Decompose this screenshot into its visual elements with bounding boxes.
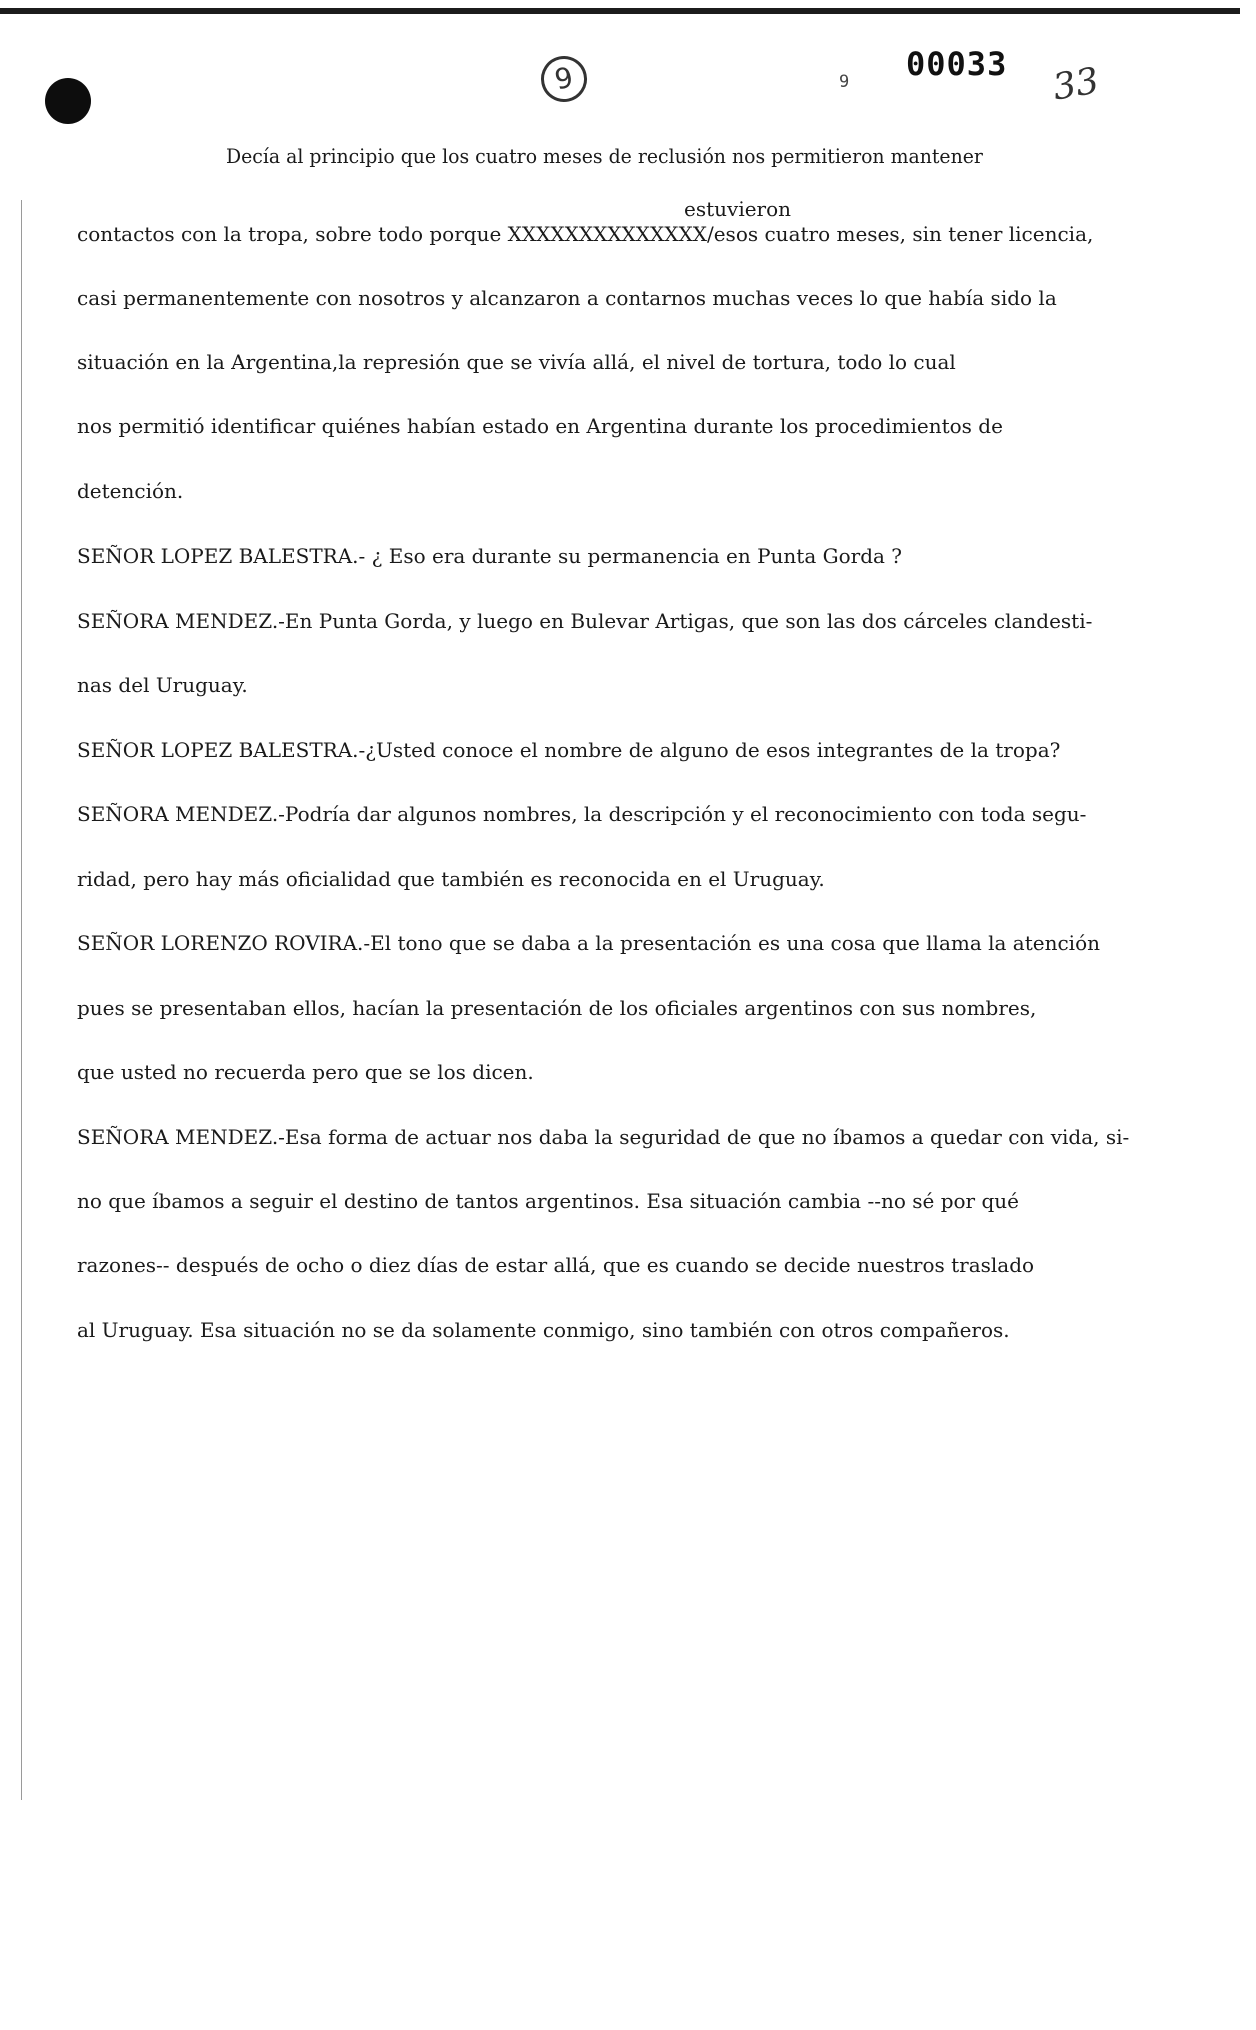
text-line: contactos con la tropa, sobre todo porque XXXXXXXXXXXXXX/esos cuatro meses, sin tener licencia, [77,222,1094,246]
left-margin-line [21,200,22,1800]
document-number: 00033 [906,45,1008,83]
text-line: nos permitió identificar quiénes habían estado en Argentina durante los procedimientos de [77,414,1003,438]
text-line: no que íbamos a seguir el destino de tantos argentinos. Esa situación cambia --no sé por qué [77,1189,1019,1213]
text-line: ridad, pero hay más oficialidad que también es reconocida en el Uruguay. [77,867,825,891]
handwritten-page-number: 33 [1049,60,1103,109]
hole-punch [45,78,91,124]
text-line: nas del Uruguay. [77,673,248,697]
speaker-line: SEÑOR LORENZO ROVIRA.-El tono que se daba a la presentación es una cosa que llama la atención [77,931,1100,955]
text-line: que usted no recuerda pero que se los dicen. [77,1060,534,1084]
speaker-line: SEÑORA MENDEZ.-Esa forma de actuar nos daba la seguridad de que no íbamos a quedar con vida, si- [77,1125,1130,1149]
handwritten-insertion: estuvieron [684,197,792,221]
text-line: razones-- después de ocho o diez días de estar allá, que es cuando se decide nuestros traslado [77,1253,1035,1277]
speaker-line: SEÑOR LOPEZ BALESTRA.- ¿ Eso era durante su permanencia en Punta Gorda ? [77,544,902,568]
text-line: al Uruguay. Esa situación no se da solamente conmigo, sino también con otros compañeros. [77,1318,1010,1342]
text-line: casi permanentemente con nosotros y alcanzaron a contarnos muchas veces lo que había sido la [77,286,1057,310]
speaker-line: SEÑORA MENDEZ.-En Punta Gorda, y luego en Bulevar Artigas, que son las dos cárceles clandesti- [77,609,1093,633]
text-line: pues se presentaban ellos, hacían la presentación de los oficiales argentinos con sus nombres, [77,996,1037,1020]
speaker-line: SEÑOR LOPEZ BALESTRA.-¿Usted conoce el nombre de alguno de esos integrantes de la tropa? [77,738,1061,762]
text-line: situación en la Argentina,la represión que se vivía allá, el nivel de tortura, todo lo cual [77,350,956,374]
text-line: Decía al principio que los cuatro meses de reclusión nos permitieron mantener [226,144,983,168]
text-line: detención. [77,479,184,503]
small-mark: 9 [839,72,850,92]
top-border-rule [0,8,1240,14]
circled-page-number: 9 [537,52,592,107]
speaker-line: SEÑORA MENDEZ.-Podría dar algunos nombres, la descripción y el reconocimiento con toda segu- [77,802,1087,826]
